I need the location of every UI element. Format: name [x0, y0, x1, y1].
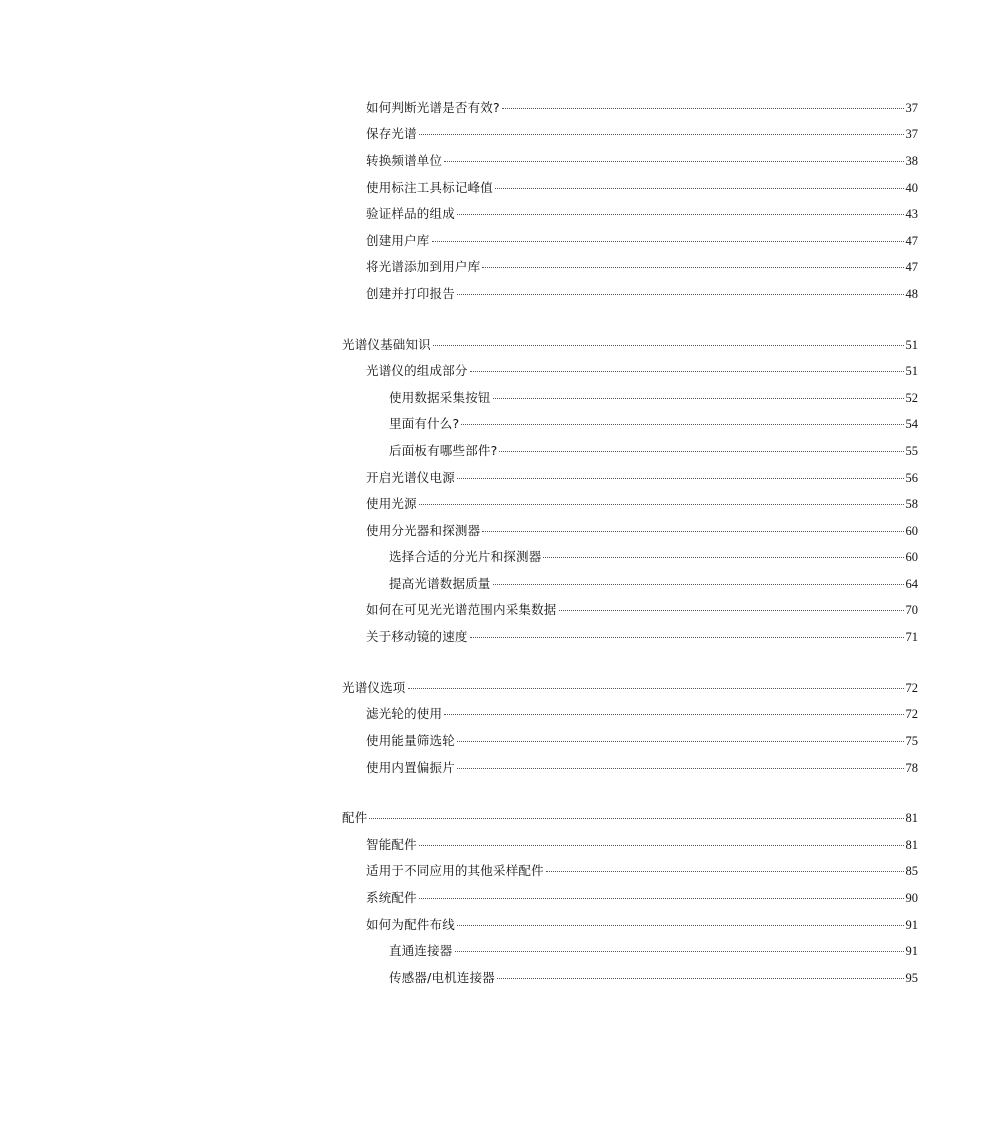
toc-entry-page: 70	[905, 603, 918, 617]
toc-entry-title: 如何为配件布线	[366, 917, 455, 932]
toc-entry[interactable]	[366, 284, 918, 304]
toc-entry[interactable]	[366, 758, 918, 778]
dot-leader	[493, 584, 904, 585]
toc-entry[interactable]	[366, 835, 918, 855]
toc-entry-page: 81	[905, 838, 918, 852]
toc-chapter-entry[interactable]	[342, 678, 918, 698]
toc-entry-title: 使用数据采集按钮	[389, 390, 491, 405]
toc-entry-title: 里面有什么?	[389, 416, 460, 431]
toc-entry-page: 60	[905, 550, 918, 564]
dot-leader	[444, 714, 903, 715]
dot-leader	[470, 637, 904, 638]
toc-entry-title: 直通连接器	[389, 943, 453, 958]
dot-leader	[444, 161, 903, 162]
toc-entry-page: 37	[905, 127, 918, 141]
toc-entry-title: 光谱仪的组成部分	[366, 363, 468, 378]
toc-entry-page: 58	[905, 497, 918, 511]
toc-entry-title: 创建并打印报告	[366, 286, 455, 301]
toc-entry-page: 85	[905, 864, 918, 878]
toc-entry[interactable]	[366, 627, 918, 647]
toc-entry-title: 光谱仪基础知识	[342, 337, 431, 352]
toc-entry-title: 验证样品的组成	[366, 206, 455, 221]
dot-leader	[457, 768, 904, 769]
toc-entry[interactable]	[366, 231, 918, 251]
dot-leader	[419, 134, 904, 135]
toc-entry-title: 智能配件	[366, 837, 417, 852]
dot-leader	[457, 294, 904, 295]
toc-entry-page: 72	[905, 681, 918, 695]
toc-entry-title: 使用能量筛选轮	[366, 733, 455, 748]
dot-leader	[455, 951, 904, 952]
toc-entry-title: 光谱仪选项	[342, 680, 406, 695]
toc-entry-page: 75	[905, 734, 918, 748]
dot-leader	[433, 345, 904, 346]
toc-entry-title: 适用于不同应用的其他采样配件	[366, 863, 544, 878]
toc-entry-page: 64	[905, 577, 918, 591]
toc-entry[interactable]	[366, 888, 918, 908]
toc-entry[interactable]	[366, 704, 918, 724]
toc-entry-page: 51	[905, 364, 918, 378]
toc-entry[interactable]	[366, 124, 918, 144]
toc-entry-page: 72	[905, 707, 918, 721]
dot-leader	[543, 557, 903, 558]
toc-entry-page: 78	[905, 761, 918, 775]
toc-subentry[interactable]	[389, 414, 918, 434]
toc-entry-page: 55	[905, 444, 918, 458]
dot-leader	[419, 845, 904, 846]
dot-leader	[457, 214, 904, 215]
toc-entry-page: 47	[905, 260, 918, 274]
toc-entry-page: 37	[905, 101, 918, 115]
toc-entry-title: 传感器/电机连接器	[389, 970, 496, 985]
toc-entry[interactable]	[366, 521, 918, 541]
toc-entry[interactable]	[366, 600, 918, 620]
toc-entry-page: 54	[905, 417, 918, 431]
toc-entry-title: 选择合适的分光片和探测器	[389, 549, 542, 564]
toc-entry[interactable]	[366, 861, 918, 881]
dot-leader	[470, 371, 904, 372]
toc-entry-title: 使用分光器和探测器	[366, 523, 481, 538]
dot-leader	[457, 741, 904, 742]
dot-leader	[499, 451, 903, 452]
toc-entry-page: 43	[905, 207, 918, 221]
toc-entry-page: 60	[905, 524, 918, 538]
toc-entry[interactable]	[366, 361, 918, 381]
toc-entry[interactable]	[366, 915, 918, 935]
dot-leader	[546, 871, 904, 872]
toc-entry-title: 开启光谱仪电源	[366, 470, 455, 485]
dot-leader	[502, 108, 904, 109]
toc-entry-page: 51	[905, 338, 918, 352]
dot-leader	[559, 610, 904, 611]
toc-entry-title: 保存光谱	[366, 126, 417, 141]
toc-entry-page: 91	[905, 918, 918, 932]
toc-entry[interactable]	[366, 98, 918, 118]
dot-leader	[419, 898, 904, 899]
toc-chapter-entry[interactable]	[342, 808, 918, 828]
dot-leader	[408, 688, 904, 689]
toc-entry[interactable]	[366, 494, 918, 514]
dot-leader	[369, 818, 903, 819]
toc-subentry[interactable]	[389, 547, 918, 567]
toc-entry-title: 使用光源	[366, 496, 417, 511]
toc-entry-title: 使用内置偏振片	[366, 760, 455, 775]
toc-entry-page: 91	[905, 944, 918, 958]
toc-entry-title: 使用标注工具标记峰值	[366, 180, 494, 195]
toc-entry[interactable]	[366, 731, 918, 751]
toc-entry-page: 52	[905, 391, 918, 405]
toc-entry-page: 95	[905, 971, 918, 985]
dot-leader	[497, 978, 903, 979]
toc-subentry[interactable]	[389, 941, 918, 961]
dot-leader	[419, 504, 904, 505]
toc-entry[interactable]	[366, 468, 918, 488]
toc-entry-page: 40	[905, 181, 918, 195]
toc-entry-page: 56	[905, 471, 918, 485]
toc-entry[interactable]	[366, 178, 918, 198]
toc-entry-title: 配件	[342, 810, 368, 825]
toc-entry-title: 如何在可见光光谱范围内采集数据	[366, 602, 557, 617]
toc-subentry[interactable]	[389, 388, 918, 408]
toc-entry-page: 38	[905, 154, 918, 168]
toc-chapter-entry[interactable]	[342, 335, 918, 355]
toc-entry-title: 如何判断光谱是否有效?	[366, 100, 500, 115]
toc-entry-page: 47	[905, 234, 918, 248]
toc-entry-title: 后面板有哪些部件?	[389, 443, 498, 458]
toc-subentry[interactable]	[389, 441, 918, 461]
dot-leader	[432, 241, 904, 242]
toc-entry[interactable]	[366, 151, 918, 171]
toc-entry-page: 48	[905, 287, 918, 301]
dot-leader	[482, 531, 903, 532]
toc-entry[interactable]	[366, 257, 918, 277]
toc-entry[interactable]	[366, 204, 918, 224]
dot-leader	[461, 424, 903, 425]
toc-entry-title: 转换频谱单位	[366, 153, 443, 168]
toc-entry-page: 71	[905, 630, 918, 644]
toc-entry-title: 将光谱添加到用户库	[366, 259, 481, 274]
toc-subentry[interactable]	[389, 574, 918, 594]
toc-entry-page: 81	[905, 811, 918, 825]
dot-leader	[482, 267, 903, 268]
toc-entry-title: 系统配件	[366, 890, 417, 905]
dot-leader	[457, 478, 904, 479]
toc-entry-title: 提高光谱数据质量	[389, 576, 491, 591]
toc-entry-title: 滤光轮的使用	[366, 706, 443, 721]
toc-entry-title: 关于移动镜的速度	[366, 629, 468, 644]
dot-leader	[493, 398, 904, 399]
toc-entry-title: 创建用户库	[366, 233, 430, 248]
toc-entry-page: 90	[905, 891, 918, 905]
dot-leader	[457, 925, 904, 926]
toc-subentry[interactable]	[389, 968, 918, 988]
dot-leader	[495, 188, 903, 189]
